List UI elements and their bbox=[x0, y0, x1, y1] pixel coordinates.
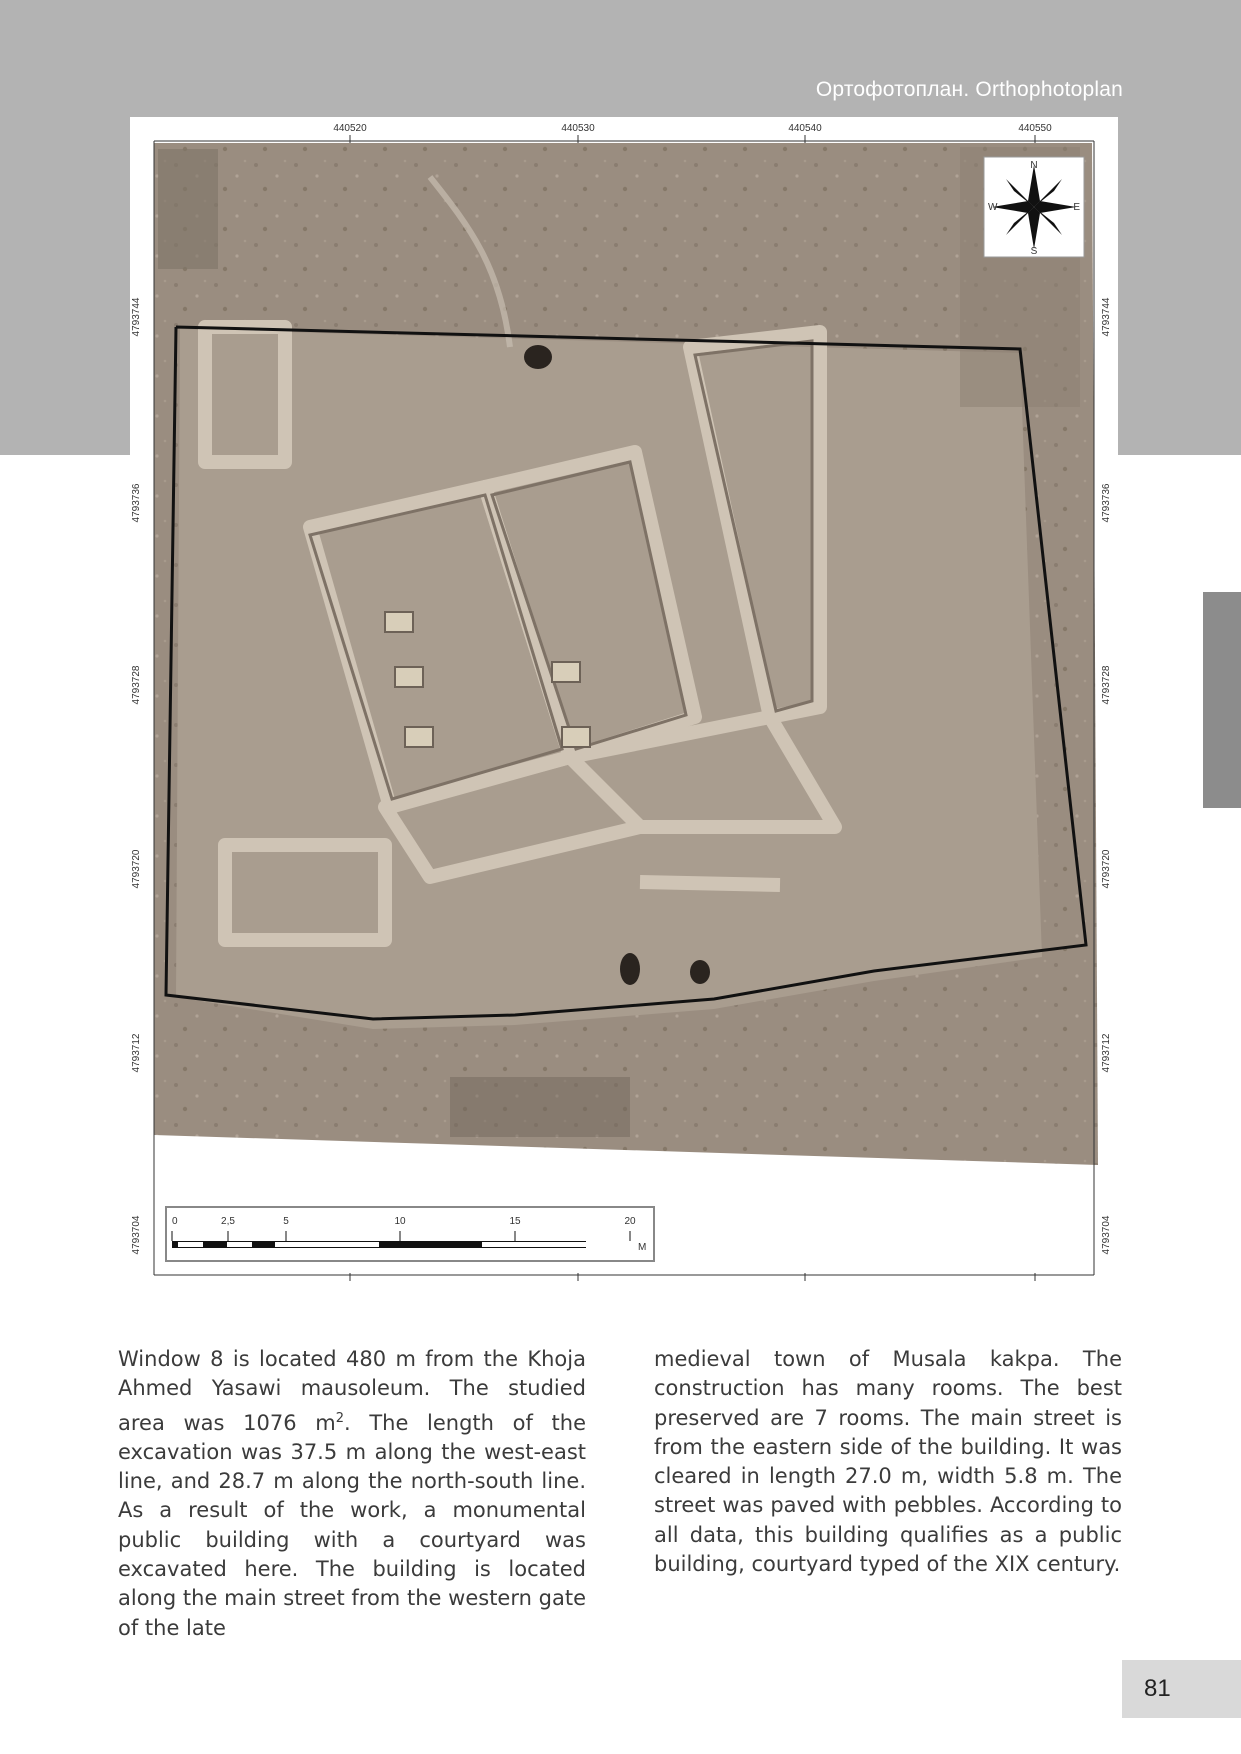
compass-rose-icon bbox=[984, 157, 1084, 257]
superscript-two: 2 bbox=[335, 1410, 344, 1426]
scale-bar bbox=[166, 1207, 654, 1261]
rubble-pile bbox=[450, 1077, 630, 1137]
chapter-side-tab bbox=[1203, 592, 1241, 808]
header-title: Ортофотоплан. Orthophotoplan bbox=[815, 78, 1123, 101]
scale-tick-2: 5 bbox=[283, 1216, 289, 1227]
left-coord-2: 4793728 bbox=[131, 665, 142, 705]
top-coord-1: 440530 bbox=[561, 123, 595, 134]
excavation-floor bbox=[176, 329, 1042, 1029]
scale-tick-5: 20 bbox=[624, 1216, 636, 1227]
body-text-part-b: . The length of the excavation was 37.5 m along the west-east line, and 28.7 m along the north-south line. As a result of the work, a monumental public building with a courtyard was excavated here. The building is located along the main street from the western gate of the late bbox=[118, 1410, 586, 1640]
right-coord-1: 4793736 bbox=[1101, 483, 1112, 523]
orthophoto-map bbox=[130, 117, 1118, 1289]
right-coord-4: 4793712 bbox=[1101, 1033, 1112, 1073]
top-coord-2: 440540 bbox=[788, 123, 822, 134]
scale-tick-3: 10 bbox=[394, 1216, 406, 1227]
left-coord-3: 4793720 bbox=[131, 849, 142, 889]
body-text-column-right: medieval town of Musala kakpa. The construction has many rooms. The best preserved are 7 rooms. The main street is from the eastern side of the building. It was cleared in length 27.0 m, width 5.8 m. The street was paved with pebbles. According to all data, this building qualifies as a public building, courtyard typed of the XIX century. bbox=[654, 1347, 1122, 1577]
left-coord-4: 4793712 bbox=[131, 1033, 142, 1073]
orthophotoplan-figure bbox=[130, 117, 1118, 1289]
top-coord-3: 440550 bbox=[1018, 123, 1052, 134]
compass-n: N bbox=[1030, 160, 1038, 171]
page-number-box bbox=[1122, 1660, 1241, 1718]
body-text-part-a: Window 8 is located 480 m from the Khoja Ahmed Yasawi mausoleum. The studied area was 1076 m bbox=[118, 1347, 586, 1435]
right-coordinate-labels bbox=[1101, 297, 1112, 1254]
trench-nw bbox=[158, 149, 218, 269]
page-number: 81 bbox=[1144, 1675, 1171, 1702]
scale-tick-4: 15 bbox=[509, 1216, 521, 1227]
scale-tick-1: 2,5 bbox=[221, 1216, 235, 1227]
scale-tick-0: 0 bbox=[172, 1216, 178, 1227]
compass-w: W bbox=[988, 202, 998, 213]
left-coord-1: 4793736 bbox=[131, 483, 142, 523]
right-coord-2: 4793728 bbox=[1101, 665, 1112, 705]
right-coord-0: 4793744 bbox=[1101, 297, 1112, 337]
compass-e: E bbox=[1073, 202, 1080, 213]
right-coord-5: 4793704 bbox=[1101, 1215, 1112, 1255]
body-text-column-left bbox=[118, 1345, 586, 1643]
top-coord-0: 440520 bbox=[333, 123, 367, 134]
right-coord-3: 4793720 bbox=[1101, 849, 1112, 889]
compass-s: S bbox=[1030, 246, 1038, 257]
left-coordinate-labels bbox=[131, 297, 142, 1254]
left-coord-5: 4793704 bbox=[131, 1215, 142, 1255]
scale-unit: M bbox=[638, 1242, 647, 1253]
left-coord-0: 4793744 bbox=[131, 297, 142, 337]
